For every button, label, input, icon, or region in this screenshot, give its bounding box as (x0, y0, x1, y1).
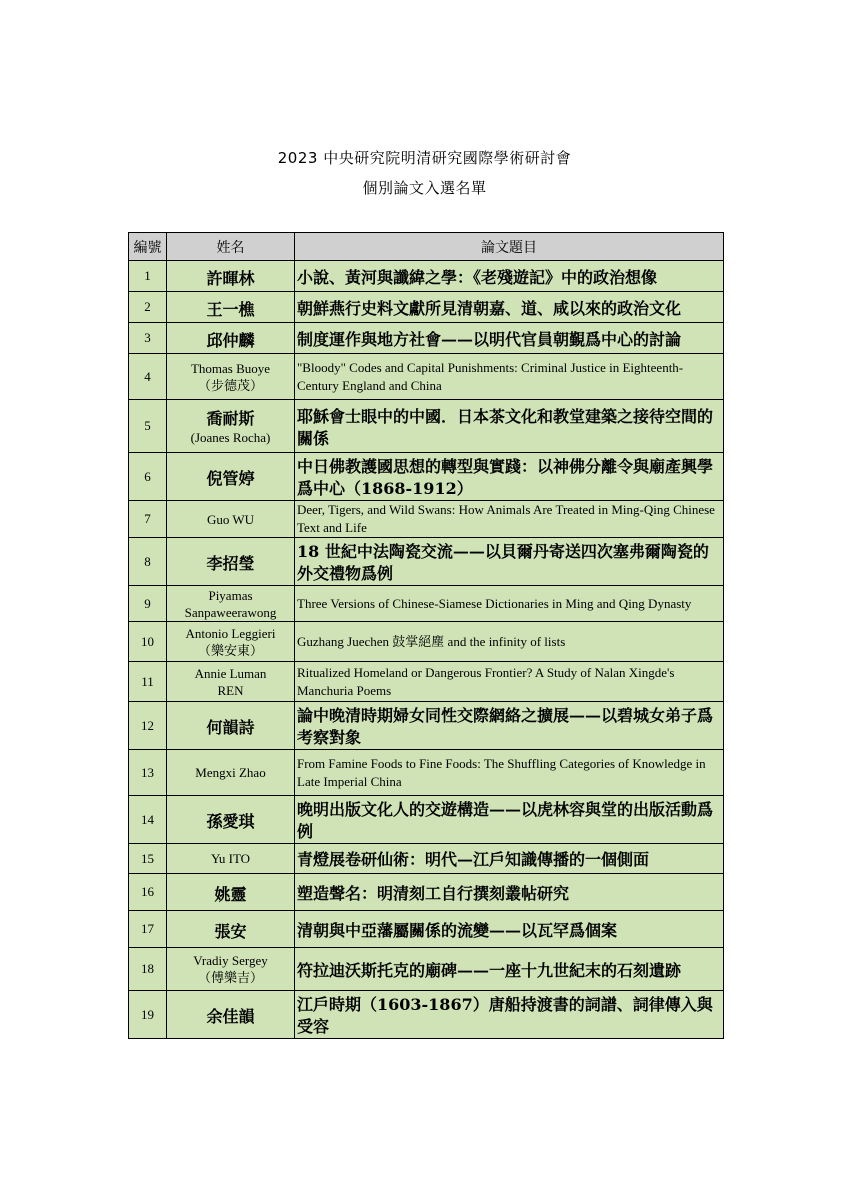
author-name: 王一樵 (167, 292, 295, 323)
paper-title: 耶穌會士眼中的中國．日本茶文化和教堂建築之接待空間的關係 (295, 400, 724, 453)
table-row (129, 750, 724, 796)
table-row (129, 874, 724, 911)
row-number: 5 (129, 400, 167, 453)
row-number: 12 (129, 702, 167, 750)
paper-title: 論中晚清時期婦女同性交際網絡之擴展——以碧城女弟子爲考察對象 (295, 702, 724, 750)
table-row (129, 844, 724, 874)
row-number: 17 (129, 911, 167, 948)
author-name: 姚靈 (167, 874, 295, 911)
paper-title: 青燈展卷研仙術：明代—江戶知識傳播的一個側面 (295, 844, 724, 874)
column-header-number: 編號 (129, 233, 167, 261)
author-name: 喬耐斯 (Joanes Rocha) (167, 400, 295, 453)
author-name: Piyamas Sanpaweerawong (167, 586, 295, 622)
author-name: 倪管婷 (167, 453, 295, 501)
column-header-title: 論文題目 (295, 233, 724, 261)
paper-title: Guzhang Juechen 鼓掌絕塵 and the infinity of lists (295, 622, 724, 662)
author-name: 孫愛琪 (167, 796, 295, 844)
author-name: 李招瑩 (167, 538, 295, 586)
author-name: Thomas Buoye （步德茂） (167, 354, 295, 400)
document-title: 2023 中央研究院明清研究國際學術研討會 (277, 149, 572, 167)
paper-title: Three Versions of Chinese-Siamese Dictionaries in Ming and Qing Dynasty (295, 586, 724, 622)
selection-table (128, 232, 724, 1039)
row-number: 11 (129, 662, 167, 702)
table-row (129, 354, 724, 400)
author-name: Mengxi Zhao (167, 750, 295, 796)
table-row (129, 538, 724, 586)
table-body (129, 261, 724, 1039)
paper-title: Ritualized Homeland or Dangerous Frontier? A Study of Nalan Xingde's Manchuria Poems (295, 662, 724, 702)
row-number: 1 (129, 261, 167, 292)
row-number: 19 (129, 991, 167, 1039)
paper-title: 江戶時期（1603-1867）唐船持渡書的詞譜、詞律傳入與受容 (295, 991, 724, 1039)
table-row (129, 323, 724, 354)
paper-title: Deer, Tigers, and Wild Swans: How Animals Are Treated in Ming-Qing Chinese Text and Life (295, 501, 724, 538)
paper-title: 18 世紀中法陶瓷交流——以貝爾丹寄送四次塞弗爾陶瓷的外交禮物爲例 (295, 538, 724, 586)
paper-title: 小說、黃河與讖緯之學：《老殘遊記》中的政治想像 (295, 261, 724, 292)
author-name: 邱仲麟 (167, 323, 295, 354)
author-name: Annie Luman REN (167, 662, 295, 702)
table-row (129, 991, 724, 1039)
paper-title: 制度運作與地方社會——以明代官員朝覲爲中心的討論 (295, 323, 724, 354)
paper-title: 晚明出版文化人的交遊構造——以虎林容與堂的出版活動爲例 (295, 796, 724, 844)
paper-title: From Famine Foods to Fine Foods: The Shuffling Categories of Knowledge in Late Imperial China (295, 750, 724, 796)
table-row (129, 622, 724, 662)
row-number: 7 (129, 501, 167, 538)
author-name: Guo WU (167, 501, 295, 538)
author-name: 張安 (167, 911, 295, 948)
column-header-name: 姓名 (167, 233, 295, 261)
author-name: Vradiy Sergey （傅樂吉） (167, 948, 295, 991)
row-number: 2 (129, 292, 167, 323)
author-name: 余佳韻 (167, 991, 295, 1039)
table-row (129, 948, 724, 991)
author-name: 許暉林 (167, 261, 295, 292)
paper-title: 清朝與中亞藩屬關係的流變——以瓦罕爲個案 (295, 911, 724, 948)
row-number: 14 (129, 796, 167, 844)
row-number: 16 (129, 874, 167, 911)
row-number: 6 (129, 453, 167, 501)
table-header-row (129, 233, 724, 261)
author-name: Yu ITO (167, 844, 295, 874)
table-row (129, 261, 724, 292)
table-row (129, 453, 724, 501)
paper-title: 中日佛教護國思想的轉型與實踐：以神佛分離令與廟產興學爲中心（1868-1912） (295, 453, 724, 501)
row-number: 18 (129, 948, 167, 991)
table-row (129, 400, 724, 453)
author-name: Antonio Leggieri （樂安東） (167, 622, 295, 662)
row-number: 13 (129, 750, 167, 796)
table-row (129, 586, 724, 622)
table-row (129, 501, 724, 538)
row-number: 9 (129, 586, 167, 622)
table-row (129, 796, 724, 844)
table-row (129, 702, 724, 750)
author-name: 何韻詩 (167, 702, 295, 750)
row-number: 3 (129, 323, 167, 354)
row-number: 4 (129, 354, 167, 400)
row-number: 10 (129, 622, 167, 662)
document-subtitle: 個別論文入選名單 (362, 179, 487, 197)
paper-title: 塑造聲名：明清刻工自行撰刻叢帖研究 (295, 874, 724, 911)
paper-title: 朝鮮燕行史料文獻所見清朝嘉、道、咸以來的政治文化 (295, 292, 724, 323)
row-number: 15 (129, 844, 167, 874)
table-row (129, 911, 724, 948)
table-row (129, 662, 724, 702)
paper-title: 符拉迪沃斯托克的廟碑——一座十九世紀末的石刻遺跡 (295, 948, 724, 991)
table-row (129, 292, 724, 323)
paper-title: "Bloody" Codes and Capital Punishments: Criminal Justice in Eighteenth-Century England and China (295, 354, 724, 400)
row-number: 8 (129, 538, 167, 586)
